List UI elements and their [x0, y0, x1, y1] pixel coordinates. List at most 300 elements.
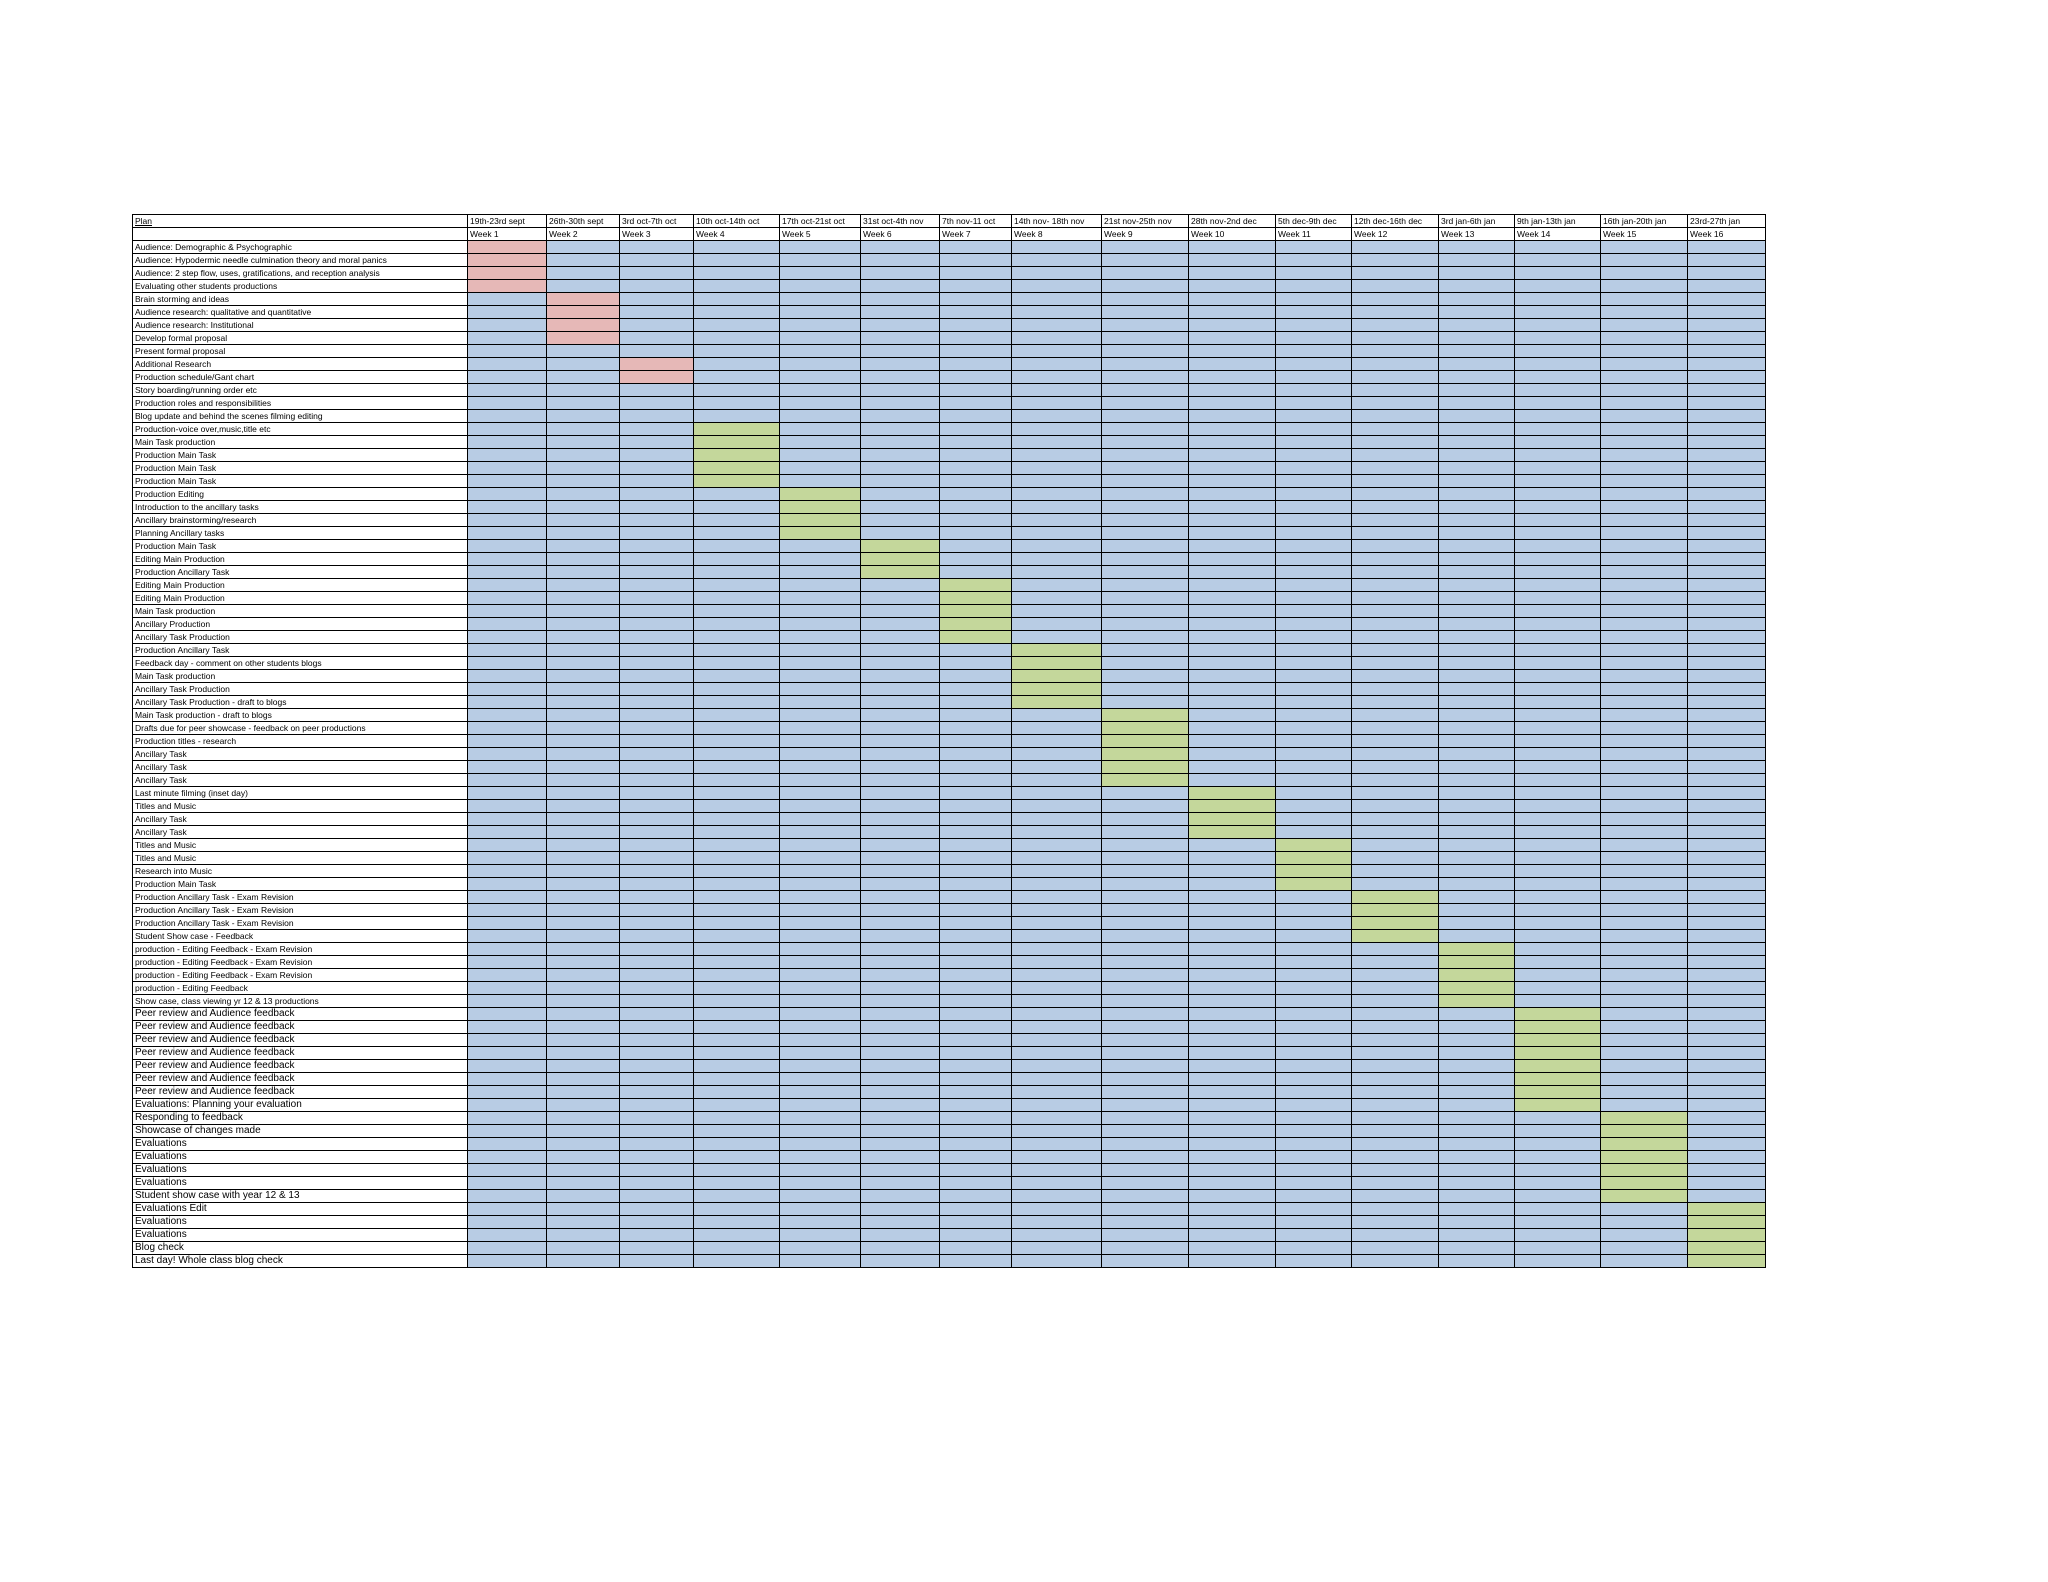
schedule-cell[interactable]: [1352, 839, 1439, 852]
schedule-cell[interactable]: [1688, 748, 1766, 761]
schedule-cell[interactable]: [1515, 917, 1601, 930]
schedule-cell[interactable]: [1601, 1164, 1688, 1177]
schedule-cell[interactable]: [940, 995, 1012, 1008]
schedule-cell[interactable]: [1189, 709, 1276, 722]
week-dates-cell[interactable]: 16th jan-20th jan: [1601, 215, 1688, 228]
schedule-cell[interactable]: [468, 1125, 547, 1138]
schedule-cell[interactable]: [1276, 397, 1352, 410]
schedule-cell[interactable]: [1688, 943, 1766, 956]
schedule-cell[interactable]: [1012, 358, 1102, 371]
schedule-cell[interactable]: [1515, 735, 1601, 748]
schedule-cell[interactable]: [780, 306, 861, 319]
schedule-cell[interactable]: [940, 657, 1012, 670]
schedule-cell[interactable]: [1352, 1255, 1439, 1268]
task-name-cell[interactable]: Feedback day - comment on other students blogs: [133, 657, 468, 670]
schedule-cell[interactable]: [1688, 631, 1766, 644]
schedule-cell[interactable]: [1352, 891, 1439, 904]
schedule-cell[interactable]: [1352, 1125, 1439, 1138]
task-name-cell[interactable]: Editing Main Production: [133, 553, 468, 566]
schedule-cell[interactable]: [861, 462, 940, 475]
schedule-cell[interactable]: [1515, 514, 1601, 527]
schedule-cell[interactable]: [780, 696, 861, 709]
schedule-cell[interactable]: [468, 527, 547, 540]
schedule-cell[interactable]: [1439, 683, 1515, 696]
schedule-cell[interactable]: [694, 761, 780, 774]
schedule-cell[interactable]: [1688, 670, 1766, 683]
schedule-cell[interactable]: [780, 605, 861, 618]
schedule-cell[interactable]: [620, 501, 694, 514]
schedule-cell[interactable]: [780, 1151, 861, 1164]
schedule-cell[interactable]: [1276, 1138, 1352, 1151]
schedule-cell[interactable]: [940, 826, 1012, 839]
schedule-cell[interactable]: [1276, 813, 1352, 826]
schedule-cell[interactable]: [1012, 592, 1102, 605]
schedule-cell[interactable]: [1439, 1177, 1515, 1190]
schedule-cell[interactable]: [1102, 514, 1189, 527]
schedule-cell[interactable]: [1189, 787, 1276, 800]
schedule-cell[interactable]: [694, 1242, 780, 1255]
schedule-cell[interactable]: [1276, 618, 1352, 631]
schedule-cell[interactable]: [694, 1164, 780, 1177]
schedule-cell[interactable]: [1688, 358, 1766, 371]
schedule-cell[interactable]: [861, 358, 940, 371]
schedule-cell[interactable]: [1515, 657, 1601, 670]
schedule-cell[interactable]: [1012, 345, 1102, 358]
schedule-cell[interactable]: [1352, 501, 1439, 514]
schedule-cell[interactable]: [1515, 644, 1601, 657]
schedule-cell[interactable]: [1601, 410, 1688, 423]
schedule-cell[interactable]: [1276, 306, 1352, 319]
schedule-cell[interactable]: [1102, 1177, 1189, 1190]
schedule-cell[interactable]: [1352, 683, 1439, 696]
schedule-cell[interactable]: [1189, 995, 1276, 1008]
schedule-cell[interactable]: [1012, 1151, 1102, 1164]
schedule-cell[interactable]: [1102, 631, 1189, 644]
schedule-cell[interactable]: [547, 1034, 620, 1047]
schedule-cell[interactable]: [694, 319, 780, 332]
schedule-cell[interactable]: [1439, 813, 1515, 826]
schedule-cell[interactable]: [1189, 1034, 1276, 1047]
schedule-cell[interactable]: [1439, 566, 1515, 579]
schedule-cell[interactable]: [780, 748, 861, 761]
schedule-cell[interactable]: [780, 436, 861, 449]
schedule-cell[interactable]: [1439, 1047, 1515, 1060]
schedule-cell[interactable]: [620, 891, 694, 904]
schedule-cell[interactable]: [620, 1099, 694, 1112]
schedule-cell[interactable]: [1189, 254, 1276, 267]
schedule-cell[interactable]: [620, 826, 694, 839]
schedule-cell[interactable]: [1439, 1112, 1515, 1125]
schedule-cell[interactable]: [1439, 1099, 1515, 1112]
schedule-cell[interactable]: [1688, 280, 1766, 293]
schedule-cell[interactable]: [694, 787, 780, 800]
task-name-cell[interactable]: Present formal proposal: [133, 345, 468, 358]
schedule-cell[interactable]: [1352, 618, 1439, 631]
schedule-cell[interactable]: [1102, 267, 1189, 280]
schedule-cell[interactable]: [1601, 423, 1688, 436]
schedule-cell[interactable]: [1102, 696, 1189, 709]
schedule-cell[interactable]: [694, 501, 780, 514]
schedule-cell[interactable]: [1189, 1164, 1276, 1177]
schedule-cell[interactable]: [547, 904, 620, 917]
schedule-cell[interactable]: [694, 1125, 780, 1138]
schedule-cell[interactable]: [547, 1164, 620, 1177]
schedule-cell[interactable]: [1439, 722, 1515, 735]
schedule-cell[interactable]: [1601, 904, 1688, 917]
schedule-cell[interactable]: [547, 800, 620, 813]
schedule-cell[interactable]: [861, 696, 940, 709]
schedule-cell[interactable]: [1439, 397, 1515, 410]
schedule-cell[interactable]: [1012, 1099, 1102, 1112]
schedule-cell[interactable]: [780, 475, 861, 488]
schedule-cell[interactable]: [1515, 1112, 1601, 1125]
schedule-cell[interactable]: [1352, 826, 1439, 839]
schedule-cell[interactable]: [1012, 800, 1102, 813]
schedule-cell[interactable]: [1688, 553, 1766, 566]
schedule-cell[interactable]: [620, 1242, 694, 1255]
schedule-cell[interactable]: [1012, 423, 1102, 436]
schedule-cell[interactable]: [1688, 644, 1766, 657]
schedule-cell[interactable]: [1189, 1216, 1276, 1229]
schedule-cell[interactable]: [1352, 787, 1439, 800]
schedule-cell[interactable]: [468, 1164, 547, 1177]
schedule-cell[interactable]: [861, 293, 940, 306]
schedule-cell[interactable]: [468, 1151, 547, 1164]
schedule-cell[interactable]: [547, 579, 620, 592]
schedule-cell[interactable]: [861, 436, 940, 449]
schedule-cell[interactable]: [1276, 410, 1352, 423]
schedule-cell[interactable]: [1439, 592, 1515, 605]
schedule-cell[interactable]: [1515, 891, 1601, 904]
schedule-cell[interactable]: [1352, 332, 1439, 345]
schedule-cell[interactable]: [1352, 1086, 1439, 1099]
schedule-cell[interactable]: [547, 917, 620, 930]
task-name-cell[interactable]: Production Ancillary Task - Exam Revision: [133, 904, 468, 917]
schedule-cell[interactable]: [620, 241, 694, 254]
schedule-cell[interactable]: [1276, 709, 1352, 722]
schedule-cell[interactable]: [1102, 735, 1189, 748]
schedule-cell[interactable]: [780, 1216, 861, 1229]
schedule-cell[interactable]: [1688, 1177, 1766, 1190]
schedule-cell[interactable]: [1515, 1099, 1601, 1112]
schedule-cell[interactable]: [620, 566, 694, 579]
schedule-cell[interactable]: [620, 904, 694, 917]
task-name-cell[interactable]: Titles and Music: [133, 839, 468, 852]
schedule-cell[interactable]: [1601, 501, 1688, 514]
schedule-cell[interactable]: [1688, 852, 1766, 865]
schedule-cell[interactable]: [620, 618, 694, 631]
schedule-cell[interactable]: [620, 943, 694, 956]
schedule-cell[interactable]: [1189, 592, 1276, 605]
schedule-cell[interactable]: [1515, 1021, 1601, 1034]
schedule-cell[interactable]: [620, 878, 694, 891]
schedule-cell[interactable]: [1102, 1047, 1189, 1060]
schedule-cell[interactable]: [468, 839, 547, 852]
schedule-cell[interactable]: [1189, 1008, 1276, 1021]
schedule-cell[interactable]: [1102, 1255, 1189, 1268]
schedule-cell[interactable]: [694, 1034, 780, 1047]
schedule-cell[interactable]: [1601, 1021, 1688, 1034]
schedule-cell[interactable]: [1601, 800, 1688, 813]
schedule-cell[interactable]: [780, 943, 861, 956]
schedule-cell[interactable]: [694, 293, 780, 306]
schedule-cell[interactable]: [780, 514, 861, 527]
task-name-cell[interactable]: Main Task production: [133, 436, 468, 449]
schedule-cell[interactable]: [1102, 293, 1189, 306]
schedule-cell[interactable]: [1276, 436, 1352, 449]
schedule-cell[interactable]: [780, 267, 861, 280]
schedule-cell[interactable]: [694, 813, 780, 826]
schedule-cell[interactable]: [1601, 696, 1688, 709]
schedule-cell[interactable]: [468, 956, 547, 969]
schedule-cell[interactable]: [1276, 865, 1352, 878]
schedule-cell[interactable]: [468, 930, 547, 943]
schedule-cell[interactable]: [1352, 1151, 1439, 1164]
schedule-cell[interactable]: [1688, 1203, 1766, 1216]
schedule-cell[interactable]: [861, 1034, 940, 1047]
schedule-cell[interactable]: [547, 995, 620, 1008]
schedule-cell[interactable]: [861, 423, 940, 436]
schedule-cell[interactable]: [940, 748, 1012, 761]
week-label-cell[interactable]: Week 4: [694, 228, 780, 241]
schedule-cell[interactable]: [468, 1021, 547, 1034]
schedule-cell[interactable]: [1439, 293, 1515, 306]
schedule-cell[interactable]: [1012, 1073, 1102, 1086]
schedule-cell[interactable]: [1189, 839, 1276, 852]
schedule-cell[interactable]: [694, 748, 780, 761]
schedule-cell[interactable]: [1012, 1086, 1102, 1099]
schedule-cell[interactable]: [861, 631, 940, 644]
task-name-cell[interactable]: Titles and Music: [133, 800, 468, 813]
schedule-cell[interactable]: [1439, 1242, 1515, 1255]
schedule-cell[interactable]: [694, 1086, 780, 1099]
schedule-cell[interactable]: [1352, 436, 1439, 449]
schedule-cell[interactable]: [620, 969, 694, 982]
task-name-cell[interactable]: Production Main Task: [133, 449, 468, 462]
schedule-cell[interactable]: [1102, 644, 1189, 657]
schedule-cell[interactable]: [1439, 1073, 1515, 1086]
schedule-cell[interactable]: [1012, 1177, 1102, 1190]
schedule-cell[interactable]: [620, 1112, 694, 1125]
schedule-cell[interactable]: [1688, 904, 1766, 917]
schedule-cell[interactable]: [1276, 293, 1352, 306]
schedule-cell[interactable]: [940, 410, 1012, 423]
schedule-cell[interactable]: [1352, 345, 1439, 358]
schedule-cell[interactable]: [1352, 1047, 1439, 1060]
schedule-cell[interactable]: [1102, 306, 1189, 319]
schedule-cell[interactable]: [1012, 722, 1102, 735]
schedule-cell[interactable]: [1352, 384, 1439, 397]
schedule-cell[interactable]: [780, 800, 861, 813]
schedule-cell[interactable]: [1352, 1008, 1439, 1021]
schedule-cell[interactable]: [694, 306, 780, 319]
schedule-cell[interactable]: [780, 657, 861, 670]
schedule-cell[interactable]: [1688, 579, 1766, 592]
schedule-cell[interactable]: [1102, 800, 1189, 813]
schedule-cell[interactable]: [940, 852, 1012, 865]
schedule-cell[interactable]: [1276, 423, 1352, 436]
schedule-cell[interactable]: [1515, 436, 1601, 449]
schedule-cell[interactable]: [1601, 631, 1688, 644]
schedule-cell[interactable]: [620, 696, 694, 709]
schedule-cell[interactable]: [1439, 358, 1515, 371]
schedule-cell[interactable]: [468, 592, 547, 605]
schedule-cell[interactable]: [547, 1112, 620, 1125]
task-name-cell[interactable]: Evaluations: [133, 1177, 468, 1190]
schedule-cell[interactable]: [468, 1229, 547, 1242]
schedule-cell[interactable]: [1102, 748, 1189, 761]
schedule-cell[interactable]: [547, 332, 620, 345]
schedule-cell[interactable]: [1102, 332, 1189, 345]
schedule-cell[interactable]: [468, 1190, 547, 1203]
schedule-cell[interactable]: [780, 319, 861, 332]
schedule-cell[interactable]: [1439, 800, 1515, 813]
schedule-cell[interactable]: [1012, 1190, 1102, 1203]
schedule-cell[interactable]: [1276, 1203, 1352, 1216]
schedule-cell[interactable]: [620, 605, 694, 618]
schedule-cell[interactable]: [780, 813, 861, 826]
schedule-cell[interactable]: [1352, 514, 1439, 527]
schedule-cell[interactable]: [1601, 1008, 1688, 1021]
schedule-cell[interactable]: [1276, 553, 1352, 566]
schedule-cell[interactable]: [1515, 1138, 1601, 1151]
schedule-cell[interactable]: [780, 1177, 861, 1190]
schedule-cell[interactable]: [694, 956, 780, 969]
schedule-cell[interactable]: [1515, 995, 1601, 1008]
week-dates-cell[interactable]: 26th-30th sept: [547, 215, 620, 228]
task-name-cell[interactable]: Production Ancillary Task: [133, 566, 468, 579]
schedule-cell[interactable]: [1601, 839, 1688, 852]
schedule-cell[interactable]: [1515, 631, 1601, 644]
schedule-cell[interactable]: [1688, 1008, 1766, 1021]
schedule-cell[interactable]: [940, 982, 1012, 995]
schedule-cell[interactable]: [940, 956, 1012, 969]
schedule-cell[interactable]: [468, 1203, 547, 1216]
schedule-cell[interactable]: [547, 1125, 620, 1138]
schedule-cell[interactable]: [1189, 644, 1276, 657]
schedule-cell[interactable]: [1515, 1047, 1601, 1060]
week-label-cell[interactable]: Week 12: [1352, 228, 1439, 241]
schedule-cell[interactable]: [940, 865, 1012, 878]
schedule-cell[interactable]: [1688, 449, 1766, 462]
schedule-cell[interactable]: [1688, 1190, 1766, 1203]
schedule-cell[interactable]: [940, 943, 1012, 956]
schedule-cell[interactable]: [468, 449, 547, 462]
schedule-cell[interactable]: [620, 748, 694, 761]
schedule-cell[interactable]: [1515, 358, 1601, 371]
schedule-cell[interactable]: [620, 553, 694, 566]
schedule-cell[interactable]: [861, 982, 940, 995]
schedule-cell[interactable]: [1601, 917, 1688, 930]
schedule-cell[interactable]: [1601, 462, 1688, 475]
schedule-cell[interactable]: [547, 1242, 620, 1255]
schedule-cell[interactable]: [861, 1229, 940, 1242]
schedule-cell[interactable]: [1189, 397, 1276, 410]
schedule-cell[interactable]: [694, 1047, 780, 1060]
schedule-cell[interactable]: [468, 1242, 547, 1255]
schedule-cell[interactable]: [1102, 852, 1189, 865]
schedule-cell[interactable]: [1352, 761, 1439, 774]
schedule-cell[interactable]: [547, 566, 620, 579]
schedule-cell[interactable]: [861, 1112, 940, 1125]
schedule-cell[interactable]: [1352, 722, 1439, 735]
schedule-cell[interactable]: [780, 397, 861, 410]
schedule-cell[interactable]: [1276, 995, 1352, 1008]
schedule-cell[interactable]: [1189, 969, 1276, 982]
schedule-cell[interactable]: [468, 852, 547, 865]
schedule-cell[interactable]: [1352, 306, 1439, 319]
schedule-cell[interactable]: [1601, 644, 1688, 657]
schedule-cell[interactable]: [1189, 345, 1276, 358]
schedule-cell[interactable]: [1439, 319, 1515, 332]
task-name-cell[interactable]: Ancillary Task: [133, 761, 468, 774]
schedule-cell[interactable]: [1601, 540, 1688, 553]
schedule-cell[interactable]: [940, 488, 1012, 501]
schedule-cell[interactable]: [780, 1008, 861, 1021]
schedule-cell[interactable]: [1515, 1203, 1601, 1216]
schedule-cell[interactable]: [1515, 904, 1601, 917]
schedule-cell[interactable]: [940, 280, 1012, 293]
schedule-cell[interactable]: [1688, 982, 1766, 995]
schedule-cell[interactable]: [1102, 930, 1189, 943]
schedule-cell[interactable]: [1102, 1060, 1189, 1073]
schedule-cell[interactable]: [1439, 540, 1515, 553]
schedule-cell[interactable]: [1352, 358, 1439, 371]
schedule-cell[interactable]: [940, 709, 1012, 722]
schedule-cell[interactable]: [468, 982, 547, 995]
week-label-cell[interactable]: Week 1: [468, 228, 547, 241]
schedule-cell[interactable]: [1601, 397, 1688, 410]
schedule-cell[interactable]: [1189, 410, 1276, 423]
schedule-cell[interactable]: [1189, 904, 1276, 917]
schedule-cell[interactable]: [694, 397, 780, 410]
schedule-cell[interactable]: [861, 1138, 940, 1151]
schedule-cell[interactable]: [1515, 1086, 1601, 1099]
schedule-cell[interactable]: [1439, 1255, 1515, 1268]
schedule-cell[interactable]: [1276, 826, 1352, 839]
schedule-cell[interactable]: [1276, 384, 1352, 397]
schedule-cell[interactable]: [547, 1047, 620, 1060]
schedule-cell[interactable]: [1189, 1047, 1276, 1060]
schedule-cell[interactable]: [1688, 761, 1766, 774]
schedule-cell[interactable]: [861, 761, 940, 774]
task-name-cell[interactable]: Student Show case - Feedback: [133, 930, 468, 943]
schedule-cell[interactable]: [861, 1073, 940, 1086]
schedule-cell[interactable]: [1012, 956, 1102, 969]
schedule-cell[interactable]: [1012, 878, 1102, 891]
schedule-cell[interactable]: [1688, 566, 1766, 579]
schedule-cell[interactable]: [780, 709, 861, 722]
task-name-cell[interactable]: Blog update and behind the scenes filming editing: [133, 410, 468, 423]
schedule-cell[interactable]: [1189, 1190, 1276, 1203]
schedule-cell[interactable]: [694, 488, 780, 501]
schedule-cell[interactable]: [780, 358, 861, 371]
schedule-cell[interactable]: [547, 1151, 620, 1164]
schedule-cell[interactable]: [1189, 475, 1276, 488]
schedule-cell[interactable]: [1352, 475, 1439, 488]
schedule-cell[interactable]: [1515, 293, 1601, 306]
schedule-cell[interactable]: [861, 839, 940, 852]
schedule-cell[interactable]: [1601, 1138, 1688, 1151]
schedule-cell[interactable]: [1601, 1255, 1688, 1268]
schedule-cell[interactable]: [1688, 306, 1766, 319]
schedule-cell[interactable]: [1102, 397, 1189, 410]
schedule-cell[interactable]: [1439, 696, 1515, 709]
schedule-cell[interactable]: [780, 423, 861, 436]
schedule-cell[interactable]: [468, 605, 547, 618]
schedule-cell[interactable]: [1688, 1242, 1766, 1255]
task-name-cell[interactable]: Ancillary brainstorming/research: [133, 514, 468, 527]
